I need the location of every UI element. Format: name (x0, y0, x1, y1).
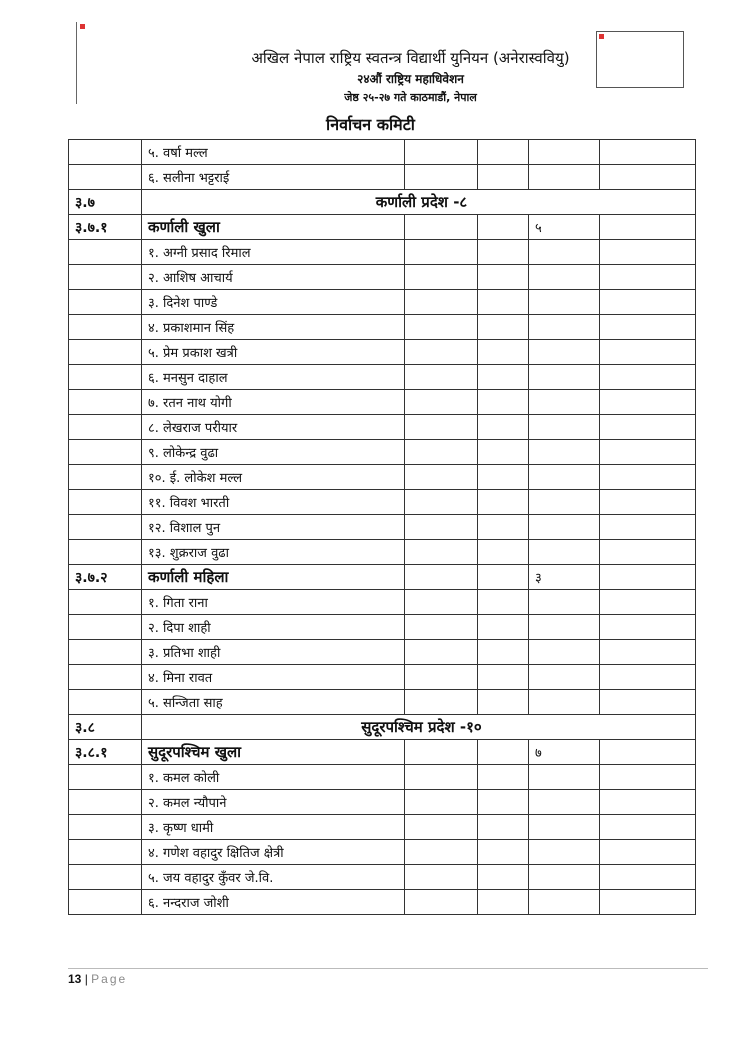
candidate-name-cell: ७. रतन नाथ योगी (142, 390, 405, 415)
candidate-name-cell: ३. दिनेश पाण्डे (142, 290, 405, 315)
convention-date-place: जेष्ठ २५-२७ गते काठमाडौं, नेपाल (344, 91, 477, 104)
candidate-row (69, 765, 696, 790)
code-cell (69, 665, 142, 690)
empty-cell (478, 415, 529, 440)
candidate-row (69, 290, 696, 315)
empty-cell (405, 515, 478, 540)
empty-cell (529, 165, 600, 190)
seat-count-cell: ५ (529, 215, 600, 240)
footer-separator: | (81, 972, 92, 986)
empty-cell (529, 840, 600, 865)
empty-cell (405, 865, 478, 890)
empty-cell (600, 315, 696, 340)
candidate-name-cell: ५. वर्षा मल्ल (142, 140, 405, 165)
candidate-row (69, 440, 696, 465)
code-cell (69, 690, 142, 715)
empty-cell (600, 740, 696, 765)
code-cell (69, 840, 142, 865)
code-cell (69, 815, 142, 840)
empty-cell (600, 765, 696, 790)
empty-cell (478, 765, 529, 790)
empty-cell (600, 815, 696, 840)
empty-cell (478, 490, 529, 515)
empty-cell (478, 565, 529, 590)
empty-cell (405, 315, 478, 340)
broken-image-icon (80, 24, 85, 29)
empty-cell (600, 390, 696, 415)
category-name-cell: सुदूरपश्चिम खुला (142, 740, 405, 765)
code-cell (69, 140, 142, 165)
category-name-cell: कर्णाली महिला (142, 565, 405, 590)
empty-cell (405, 390, 478, 415)
empty-cell (405, 290, 478, 315)
candidate-name-cell: १. कमल कोली (142, 765, 405, 790)
candidate-name-cell: ४. मिना रावत (142, 665, 405, 690)
empty-cell (600, 290, 696, 315)
empty-cell (478, 615, 529, 640)
seat-count-cell: ७ (529, 740, 600, 765)
empty-cell (405, 440, 478, 465)
candidate-row (69, 265, 696, 290)
candidate-name-cell: २. कमल न्यौपाने (142, 790, 405, 815)
empty-cell (600, 515, 696, 540)
empty-cell (405, 815, 478, 840)
empty-cell (529, 865, 600, 890)
page-number: 13 (68, 972, 82, 986)
empty-cell (478, 590, 529, 615)
empty-cell (478, 215, 529, 240)
candidate-name-cell: ९. लोकेन्द्र वुढा (142, 440, 405, 465)
empty-cell (478, 540, 529, 565)
section-title: निर्वाचन कमिटी (326, 115, 415, 134)
empty-cell (405, 140, 478, 165)
code-cell (69, 865, 142, 890)
empty-cell (478, 790, 529, 815)
empty-cell (405, 540, 478, 565)
empty-cell (529, 490, 600, 515)
empty-cell (529, 290, 600, 315)
empty-cell (478, 240, 529, 265)
empty-cell (529, 640, 600, 665)
candidate-row (69, 590, 696, 615)
empty-cell (478, 665, 529, 690)
candidate-name-cell: ५. जय वहादुर कुँवर जे.वि. (142, 865, 405, 890)
empty-cell (600, 590, 696, 615)
empty-cell (478, 465, 529, 490)
code-cell (69, 290, 142, 315)
candidate-name-cell: ३. कृष्ण धामी (142, 815, 405, 840)
empty-cell (600, 465, 696, 490)
code-cell (69, 640, 142, 665)
candidate-row (69, 140, 696, 165)
page-footer (68, 972, 127, 986)
empty-cell (405, 265, 478, 290)
empty-cell (405, 340, 478, 365)
empty-cell (478, 640, 529, 665)
empty-cell (529, 390, 600, 415)
empty-cell (478, 815, 529, 840)
empty-cell (405, 740, 478, 765)
empty-cell (529, 365, 600, 390)
empty-cell (600, 140, 696, 165)
empty-cell (405, 215, 478, 240)
empty-cell (600, 165, 696, 190)
province-title-cell: सुदूरपश्चिम प्रदेश -१० (142, 715, 696, 740)
category-code-cell: ३.७.१ (69, 215, 142, 240)
empty-cell (405, 165, 478, 190)
empty-cell (529, 140, 600, 165)
candidate-row (69, 240, 696, 265)
empty-cell (405, 840, 478, 865)
candidate-row (69, 490, 696, 515)
candidate-name-cell: ६. मनसुन दाहाल (142, 365, 405, 390)
candidate-row (69, 690, 696, 715)
category-code-cell: ३.७.२ (69, 565, 142, 590)
empty-cell (600, 615, 696, 640)
empty-cell (529, 890, 600, 915)
empty-cell (478, 440, 529, 465)
empty-cell (600, 565, 696, 590)
empty-cell (600, 665, 696, 690)
candidate-name-cell: ४. गणेश वहादुर क्षितिज क्षेत्री (142, 840, 405, 865)
category-name-cell: कर्णाली खुला (142, 215, 405, 240)
candidate-row (69, 790, 696, 815)
province-title-cell: कर्णाली प्रदेश -८ (142, 190, 696, 215)
candidate-row (69, 865, 696, 890)
empty-cell (405, 790, 478, 815)
page-label: Page (91, 972, 128, 986)
convention-title: २४औं राष्ट्रिय महाधिवेशन (357, 72, 464, 86)
empty-cell (405, 365, 478, 390)
candidate-name-cell: २. आशिष आचार्य (142, 265, 405, 290)
category-row (69, 215, 696, 240)
empty-cell (600, 365, 696, 390)
empty-cell (529, 465, 600, 490)
empty-cell (529, 540, 600, 565)
candidate-row (69, 615, 696, 640)
province-code-cell: ३.८ (69, 715, 142, 740)
candidate-row (69, 365, 696, 390)
broken-image-icon (599, 34, 604, 39)
code-cell (69, 590, 142, 615)
empty-cell (600, 215, 696, 240)
candidate-row (69, 315, 696, 340)
empty-cell (405, 590, 478, 615)
code-cell (69, 315, 142, 340)
empty-cell (478, 390, 529, 415)
empty-cell (405, 765, 478, 790)
province-row (69, 190, 696, 215)
candidate-row (69, 840, 696, 865)
candidate-name-cell: १२. विशाल पुन (142, 515, 405, 540)
candidate-row (69, 390, 696, 415)
candidate-name-cell: १. गिता राना (142, 590, 405, 615)
empty-cell (478, 865, 529, 890)
code-cell (69, 765, 142, 790)
candidate-row (69, 665, 696, 690)
empty-cell (529, 315, 600, 340)
empty-cell (529, 415, 600, 440)
candidate-name-cell: ५. प्रेम प्रकाश खत्री (142, 340, 405, 365)
empty-cell (405, 415, 478, 440)
empty-cell (478, 840, 529, 865)
code-cell (69, 515, 142, 540)
empty-cell (600, 840, 696, 865)
code-cell (69, 465, 142, 490)
code-cell (69, 390, 142, 415)
empty-cell (529, 790, 600, 815)
empty-cell (529, 615, 600, 640)
candidate-name-cell: २. दिपा शाही (142, 615, 405, 640)
category-code-cell: ३.८.१ (69, 740, 142, 765)
code-cell (69, 890, 142, 915)
empty-cell (600, 690, 696, 715)
candidate-name-cell: ११. विवश भारती (142, 490, 405, 515)
empty-cell (529, 240, 600, 265)
code-cell (69, 165, 142, 190)
empty-cell (478, 690, 529, 715)
candidate-row (69, 340, 696, 365)
empty-cell (405, 890, 478, 915)
empty-cell (405, 490, 478, 515)
empty-cell (529, 265, 600, 290)
empty-cell (600, 240, 696, 265)
code-cell (69, 790, 142, 815)
candidate-row (69, 415, 696, 440)
province-code-cell: ३.७ (69, 190, 142, 215)
candidate-row (69, 465, 696, 490)
empty-cell (478, 340, 529, 365)
empty-cell (529, 815, 600, 840)
code-cell (69, 265, 142, 290)
empty-cell (478, 165, 529, 190)
empty-cell (600, 490, 696, 515)
empty-cell (600, 340, 696, 365)
category-row (69, 740, 696, 765)
candidate-row (69, 815, 696, 840)
code-cell (69, 490, 142, 515)
empty-cell (478, 290, 529, 315)
empty-cell (600, 640, 696, 665)
empty-cell (405, 465, 478, 490)
empty-cell (600, 790, 696, 815)
empty-cell (529, 590, 600, 615)
empty-cell (478, 140, 529, 165)
candidate-name-cell: ४. प्रकाशमान सिंह (142, 315, 405, 340)
empty-cell (478, 740, 529, 765)
empty-cell (600, 865, 696, 890)
code-cell (69, 240, 142, 265)
candidate-table (68, 139, 696, 915)
empty-cell (529, 515, 600, 540)
empty-cell (600, 540, 696, 565)
empty-cell (478, 265, 529, 290)
code-cell (69, 340, 142, 365)
province-row (69, 715, 696, 740)
candidate-name-cell: १०. ई. लोकेश मल्ल (142, 465, 405, 490)
code-cell (69, 615, 142, 640)
empty-cell (600, 265, 696, 290)
seat-count-cell: ३ (529, 565, 600, 590)
footer-divider (68, 968, 708, 969)
candidate-name-cell: ८. लेखराज परीयार (142, 415, 405, 440)
candidate-row (69, 890, 696, 915)
empty-cell (405, 690, 478, 715)
empty-cell (405, 640, 478, 665)
empty-cell (529, 340, 600, 365)
code-cell (69, 440, 142, 465)
empty-cell (529, 765, 600, 790)
candidate-row (69, 640, 696, 665)
candidate-name-cell: १३. शुक्रराज वुढा (142, 540, 405, 565)
category-row (69, 565, 696, 590)
candidate-row (69, 540, 696, 565)
organization-name: अखिल नेपाल राष्ट्रिय स्वतन्त्र विद्यार्थी युनियन (अनेरास्ववियु) (251, 49, 570, 67)
candidate-name-cell: ३. प्रतिभा शाही (142, 640, 405, 665)
candidate-row (69, 515, 696, 540)
empty-cell (405, 665, 478, 690)
candidate-name-cell: ५. सन्जिता साह (142, 690, 405, 715)
empty-cell (600, 890, 696, 915)
empty-cell (529, 690, 600, 715)
candidate-name-cell: ६. नन्दराज जोशी (142, 890, 405, 915)
empty-cell (405, 565, 478, 590)
candidate-row (69, 165, 696, 190)
empty-cell (405, 615, 478, 640)
empty-cell (529, 440, 600, 465)
code-cell (69, 415, 142, 440)
empty-cell (600, 415, 696, 440)
empty-cell (529, 665, 600, 690)
empty-cell (478, 515, 529, 540)
candidate-name-cell: ६. सलीना भट्टराई (142, 165, 405, 190)
empty-cell (478, 890, 529, 915)
candidate-name-cell: १. अग्नी प्रसाद रिमाल (142, 240, 405, 265)
empty-cell (405, 240, 478, 265)
empty-cell (478, 315, 529, 340)
code-cell (69, 540, 142, 565)
empty-cell (600, 440, 696, 465)
code-cell (69, 365, 142, 390)
empty-cell (478, 365, 529, 390)
